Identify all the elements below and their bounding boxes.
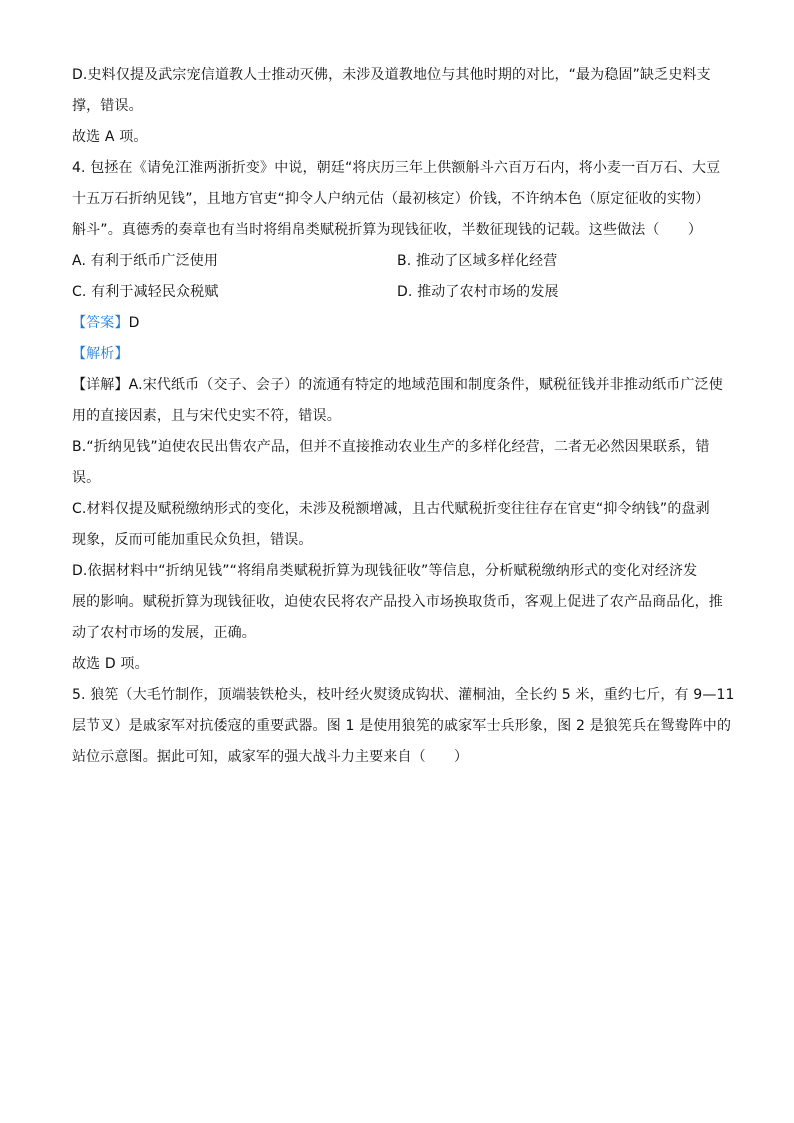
q4-detail-line1: [72, 370, 724, 401]
q4-option-b-analysis-line2: 误。: [72, 470, 101, 486]
q4-option-b: B. 推动了区域多样化经营: [397, 253, 558, 269]
q4-conclusion: 故选 D 项。: [72, 656, 149, 672]
detail-label: 【详解】: [72, 377, 129, 393]
q4-option-d: D. 推动了农村市场的发展: [397, 284, 559, 300]
q4-option-a-analysis-line2: 用的直接因素，且与宋代史实不符，错误。: [72, 408, 341, 424]
q4-option-c-analysis-line1: C.材料仅提及赋税缴纳形式的变化，未涉及税额增减，且古代赋税折变往往存在官吏“抑令纳钱”的盘剥: [72, 501, 710, 517]
q4-option-d-analysis-line1: D.依据材料中“折纳见钱”“将绢帛类赋税折算为现钱征收”等信息，分析赋税缴纳形式的变化对经济发: [72, 563, 698, 579]
q4-stem-line2: 十五万石折纳见钱”，且地方官吏“抑令人户纳元估（最初核定）价钱，不许纳本色（原定征收的实物）: [72, 191, 710, 207]
answer-value: D: [128, 315, 140, 331]
q4-options-row1: [72, 246, 724, 277]
q4-option-d-analysis-line3: 动了农村市场的发展，正确。: [72, 625, 256, 641]
q5-stem-line3: 站位示意图。据此可知，戚家军的强大战斗力主要来自（ ）: [72, 749, 469, 765]
q4-stem-line3: 斛斗”。真德秀的奏章也有当时将绢帛类赋税折算为现钱征收，半数征现钱的记载。这些做法（ ）: [72, 222, 702, 238]
answer-label: 【答案】: [72, 315, 129, 331]
q3-option-d-analysis-line1: D.史料仅提及武宗宠信道教人士推动灭佛，未涉及道教地位与其他时期的对比，“最为稳固”缺乏史料支: [72, 67, 711, 83]
q4-option-c: C. 有利于减轻民众税赋: [72, 284, 219, 300]
q4-options-row2: [72, 277, 724, 308]
q3-option-d-analysis-line2: 撑，错误。: [72, 98, 143, 114]
q4-stem-line1: 4. 包拯在《请免江淮两浙折变》中说，朝廷“将庆历三年上供额斛斗六百万石内，将小麦一百万石、大豆: [72, 160, 721, 176]
q4-answer: [72, 308, 724, 339]
q4-option-a: A. 有利于纸币广泛使用: [72, 253, 219, 269]
q4-option-c-analysis-line2: 现象，反而可能加重民众负担，错误。: [72, 532, 313, 548]
document-page: [72, 60, 735, 773]
q5-stem-line2: 层节叉）是戚家军对抗倭寇的重要武器。图 1 是使用狼筅的戚家军士兵形象，图 2 是狼筅兵在鸳鸯阵中的: [72, 718, 732, 734]
q4-option-b-analysis-line1: B.“折纳见钱”迫使农民出售农产品，但并不直接推动农业生产的多样化经营，二者无必然因果联系，错: [72, 439, 710, 455]
q4-option-a-analysis-line1: A.宋代纸币（交子、会子）的流通有特定的地域范围和制度条件，赋税征钱并非推动纸币广泛使: [128, 377, 723, 393]
q4-option-d-analysis-line2: 展的影响。赋税折算为现钱征收，迫使农民将农产品投入市场换取货币，客观上促进了农产品商品化，推: [72, 594, 723, 610]
analysis-label: 【解析】: [72, 346, 129, 362]
q4-analysis-heading: [72, 339, 724, 370]
q5-stem-line1: 5. 狼筅（大毛竹制作，顶端装铁枪头，枝叶经火熨烫成钩状、灌桐油，全长约 5 米，重约七斤，有 9—11: [72, 687, 735, 703]
q3-conclusion: 故选 A 项。: [72, 129, 148, 145]
